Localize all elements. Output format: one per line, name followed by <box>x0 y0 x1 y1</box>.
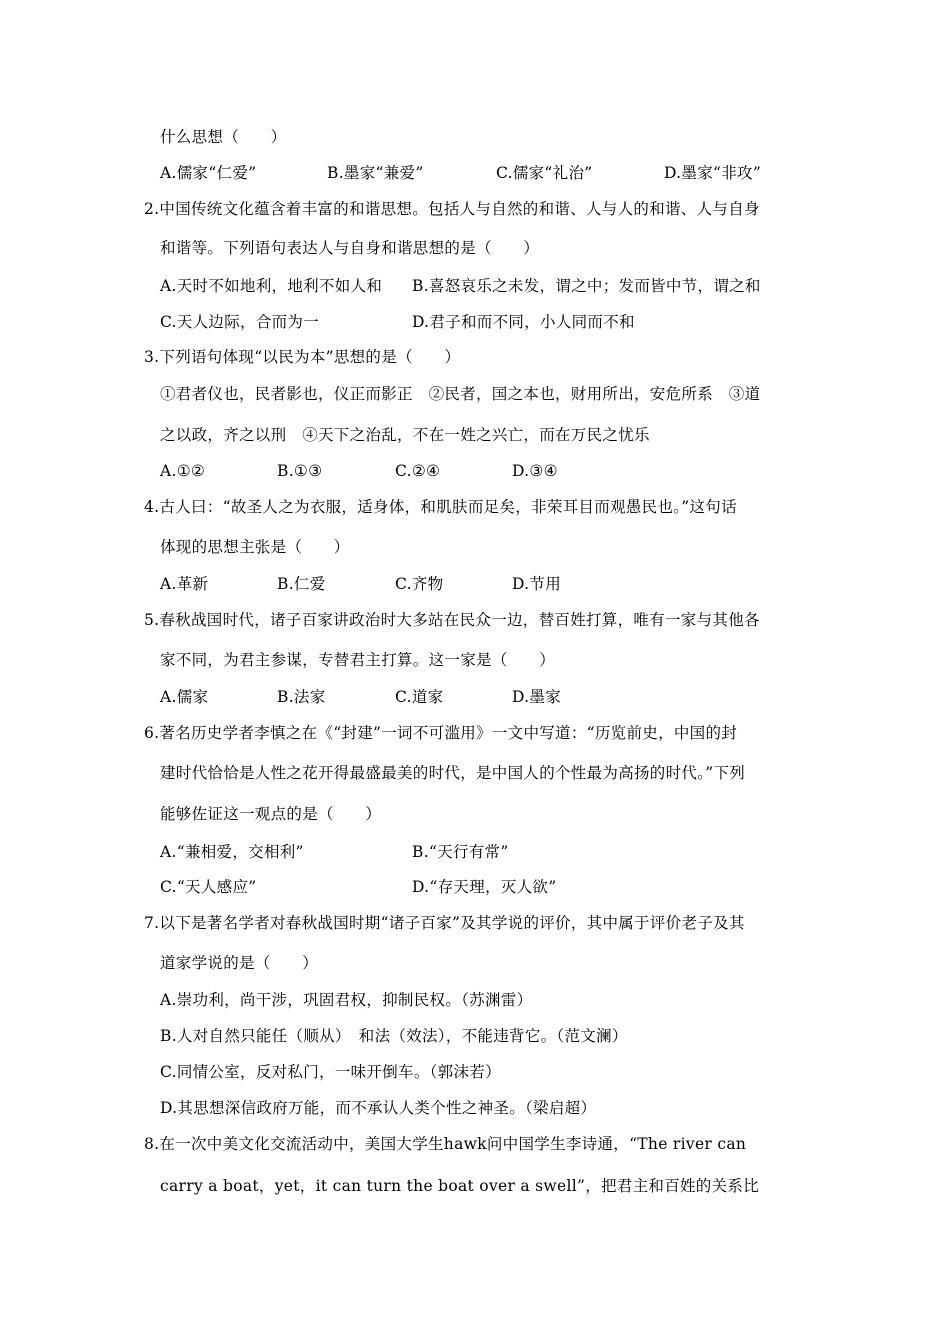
q3-stem-line3: 之以政，齐之以刑 ④天下之治乱，不在一姓之兴亡，而在万民之忧乐 <box>160 426 650 444</box>
q3-option-d: D.③④ <box>512 462 558 480</box>
q5-stem-line2: 家不同，为君主参谋，专替君主打算。这一家是（ ） <box>160 651 556 669</box>
q7-option-a: A.崇功利，尚干涉，巩固君权，抑制民权。（苏渊雷） <box>160 991 533 1009</box>
q3-stem-line2: ①君者仪也，民者影也，仪正而影正 ②民者，国之本也，财用所出，安危所系 ③道 <box>160 385 761 403</box>
q1-option-c: C.儒家“礼治” <box>496 164 593 182</box>
q3-stem-line1: 3.下列语句体现“以民为本”思想的是（ ） <box>144 348 461 366</box>
q3-option-a: A.①② <box>160 462 206 480</box>
q5-option-b: B.法家 <box>277 688 326 706</box>
q2-option-c: C.天人边际，合而为一 <box>160 313 320 331</box>
q1-option-a: A.儒家“仁爱” <box>160 164 257 182</box>
q1-continuation: 什么思想（ ） <box>160 128 287 146</box>
q3-option-b: B.①③ <box>277 462 323 480</box>
q5-option-c: C.道家 <box>395 688 444 706</box>
q4-option-b: B.仁爱 <box>277 575 326 593</box>
q6-stem-line3: 能够佐证这一观点的是（ ） <box>160 805 382 823</box>
q7-stem-line1: 7.以下是著名学者对春秋战国时期“诸子百家”及其学说的评价，其中属于评价老子及其 <box>144 914 745 932</box>
q5-stem-line1: 5.春秋战国时代，诸子百家讲政治时大多站在民众一边，替百姓打算，唯有一家与其他各 <box>144 611 760 629</box>
q7-option-b: B.人对自然只能任（顺从） 和法（效法），不能违背它。（范文澜） <box>160 1027 628 1045</box>
q7-stem-line2: 道家学说的是（ ） <box>160 954 319 972</box>
q1-option-d: D.墨家“非攻” <box>664 164 762 182</box>
q2-stem-line1: 2.中国传统文化蕴含着丰富的和谐思想。包括人与自然的和谐、人与人的和谐、人与自身 <box>144 200 760 218</box>
q4-stem-line1: 4.古人曰：“故圣人之为衣服，适身体，和肌肤而足矣，非荣耳目而观愚民也。”这句话 <box>144 498 737 516</box>
q2-option-a: A.天时不如地利，地利不如人和 <box>160 277 383 295</box>
q6-option-d: D.“存天理，灭人欲” <box>412 878 557 896</box>
q6-stem-line2: 建时代恰恰是人性之花开得最盛最美的时代，是中国人的个性最为高扬的时代。”下列 <box>160 764 746 782</box>
q7-option-c: C.同情公室，反对私门，一味开倒车。（郭沫若） <box>160 1063 501 1081</box>
q7-option-d: D.其思想深信政府万能，而不承认人类个性之神圣。（梁启超） <box>160 1099 597 1117</box>
q4-option-d: D.节用 <box>512 575 562 593</box>
q4-option-a: A.革新 <box>160 575 209 593</box>
q4-option-c: C.齐物 <box>395 575 444 593</box>
q5-option-d: D.墨家 <box>512 688 562 706</box>
q1-option-b: B.墨家“兼爱” <box>327 164 424 182</box>
q8-stem-line2: carry a boat，yet，it can turn the boat over a swell”，把君主和百姓的关系比 <box>160 1177 760 1195</box>
q2-option-d: D.君子和而不同，小人同而不和 <box>412 313 635 331</box>
q6-option-a: A.“兼相爱，交相利” <box>160 843 304 861</box>
q2-option-b: B.喜怒哀乐之未发，谓之中；发而皆中节，谓之和 <box>412 277 761 295</box>
q3-option-c: C.②④ <box>395 462 441 480</box>
q6-stem-line1: 6.著名历史学者李慎之在《“封建”一词不可滥用》一文中写道：“历览前史，中国的封 <box>144 724 738 742</box>
q8-stem-line1: 8.在一次中美文化交流活动中，美国大学生hawk问中国学生李诗通，“The river can <box>144 1135 747 1153</box>
q2-stem-line2: 和谐等。下列语句表达人与自身和谐思想的是（ ） <box>160 239 540 257</box>
q5-option-a: A.儒家 <box>160 688 209 706</box>
q6-option-b: B.“天行有常” <box>412 843 509 861</box>
q4-stem-line2: 体现的思想主张是（ ） <box>160 538 350 556</box>
q6-option-c: C.“天人感应” <box>160 878 257 896</box>
